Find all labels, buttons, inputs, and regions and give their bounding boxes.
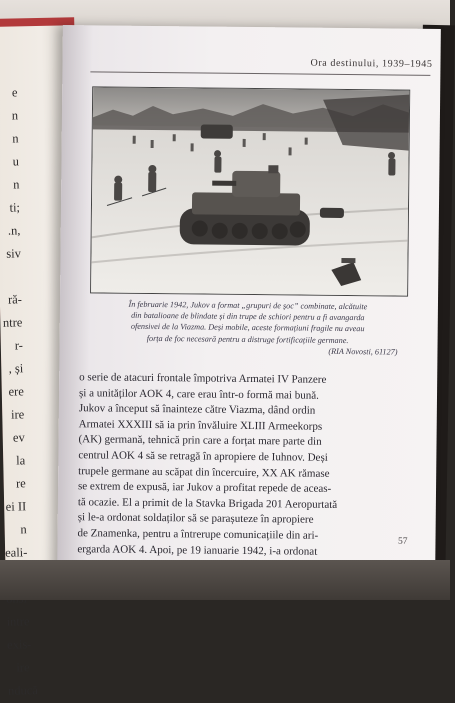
left-page-fragment: r- xyxy=(14,338,23,353)
body-line: o serie de atacuri frontale împotriva Armatei IV Panzere xyxy=(79,371,327,386)
body-line: Jukov a început să înainteze către Viazma, dând ordin xyxy=(78,402,316,417)
body-line: și le-a ordonat soldaților să se parașuteze în apropiere xyxy=(77,511,314,527)
caption-credit: (RIA Novosti, 61127) xyxy=(328,346,398,357)
body-line: (AK) germană, tehnică prin care a forțat mare parte din xyxy=(78,433,322,449)
left-page-fragment xyxy=(0,265,22,288)
body-line: centrul AOK 4 să se retragă în apropiere de Iuhnov. Deși xyxy=(78,449,328,464)
left-page-fragment: u xyxy=(12,154,20,169)
winter-tank-photo xyxy=(91,87,409,295)
body-line: Armatei XXXIII să ia prin învăluire XLIII Armeekorps xyxy=(78,418,323,433)
left-page-fragment: ire xyxy=(10,407,25,422)
page-number: 57 xyxy=(397,536,408,547)
left-page-fragment: eali- xyxy=(5,545,28,560)
running-header: Ora destinului, 1939–1945 xyxy=(310,57,433,70)
left-page-fragment: e xyxy=(11,85,18,100)
table-surface xyxy=(0,560,450,600)
photo-caption xyxy=(97,298,398,357)
caption-line: din batalioane de blindate și din trupe de schiori pentru a fi avangarda xyxy=(131,310,365,323)
caption-line: ofensivei de la Viazma. Deși mobile, aceste formațiuni fragile nu aveau xyxy=(130,322,365,334)
left-page-fragment: re xyxy=(15,476,26,491)
left-page-fragment: ntre xyxy=(2,315,23,330)
left-page-fragment: ere xyxy=(8,384,24,399)
header-rule xyxy=(90,71,430,76)
caption-line: forța de foc necesară pentru a distruge fortificațiile germane. xyxy=(146,333,349,345)
historical-photo xyxy=(90,86,410,296)
body-line: ergarda AOK 4. Apoi, pe 19 ianuarie 1942, i-a ordonat xyxy=(77,542,318,558)
left-page-fragment: n xyxy=(13,177,20,192)
left-page-fragment: n xyxy=(20,522,27,537)
left-page-fragment: intre xyxy=(6,614,30,629)
left-page-fragment: ei II xyxy=(5,499,27,514)
left-page-text-fragments xyxy=(0,26,39,698)
body-line: trupele germane au scăpat din încercuire, XX AK rămase xyxy=(78,464,330,480)
body-line: tă ocazie. El a primit de la Stavka Brigada 201 Aeropurtată xyxy=(77,495,338,511)
body-line: se extrem de expusă, iar Jukov a profitat repede de aceas- xyxy=(77,480,332,496)
body-paragraph xyxy=(77,370,419,561)
caption-line: În februarie 1942, Jukov a format „grupuri de șoc” combinate, alcătuite xyxy=(128,299,368,312)
left-page-fragment: n xyxy=(12,131,19,146)
body-line: de Znamenka, pentru a întrerupe comunicațiile din ari- xyxy=(77,527,319,542)
left-page-fragment: ev la xyxy=(12,430,26,468)
left-page-fragment: .n, xyxy=(7,223,21,238)
left-page-fragment: siv xyxy=(6,246,22,261)
body-line: și a unităților AOK 4, care erau într-o formă mai bună. xyxy=(78,386,319,402)
left-page-fragment: , și xyxy=(8,361,24,376)
left-page-fragment: nducă xyxy=(7,683,39,698)
left-page-fragment: ire xyxy=(16,660,30,675)
left-page-fragment: n xyxy=(11,108,19,123)
left-page-fragment: ti; xyxy=(9,200,21,215)
right-page xyxy=(57,25,441,577)
left-page-fragment: exis- xyxy=(6,637,32,652)
left-page-fragment: ră- xyxy=(7,292,23,307)
